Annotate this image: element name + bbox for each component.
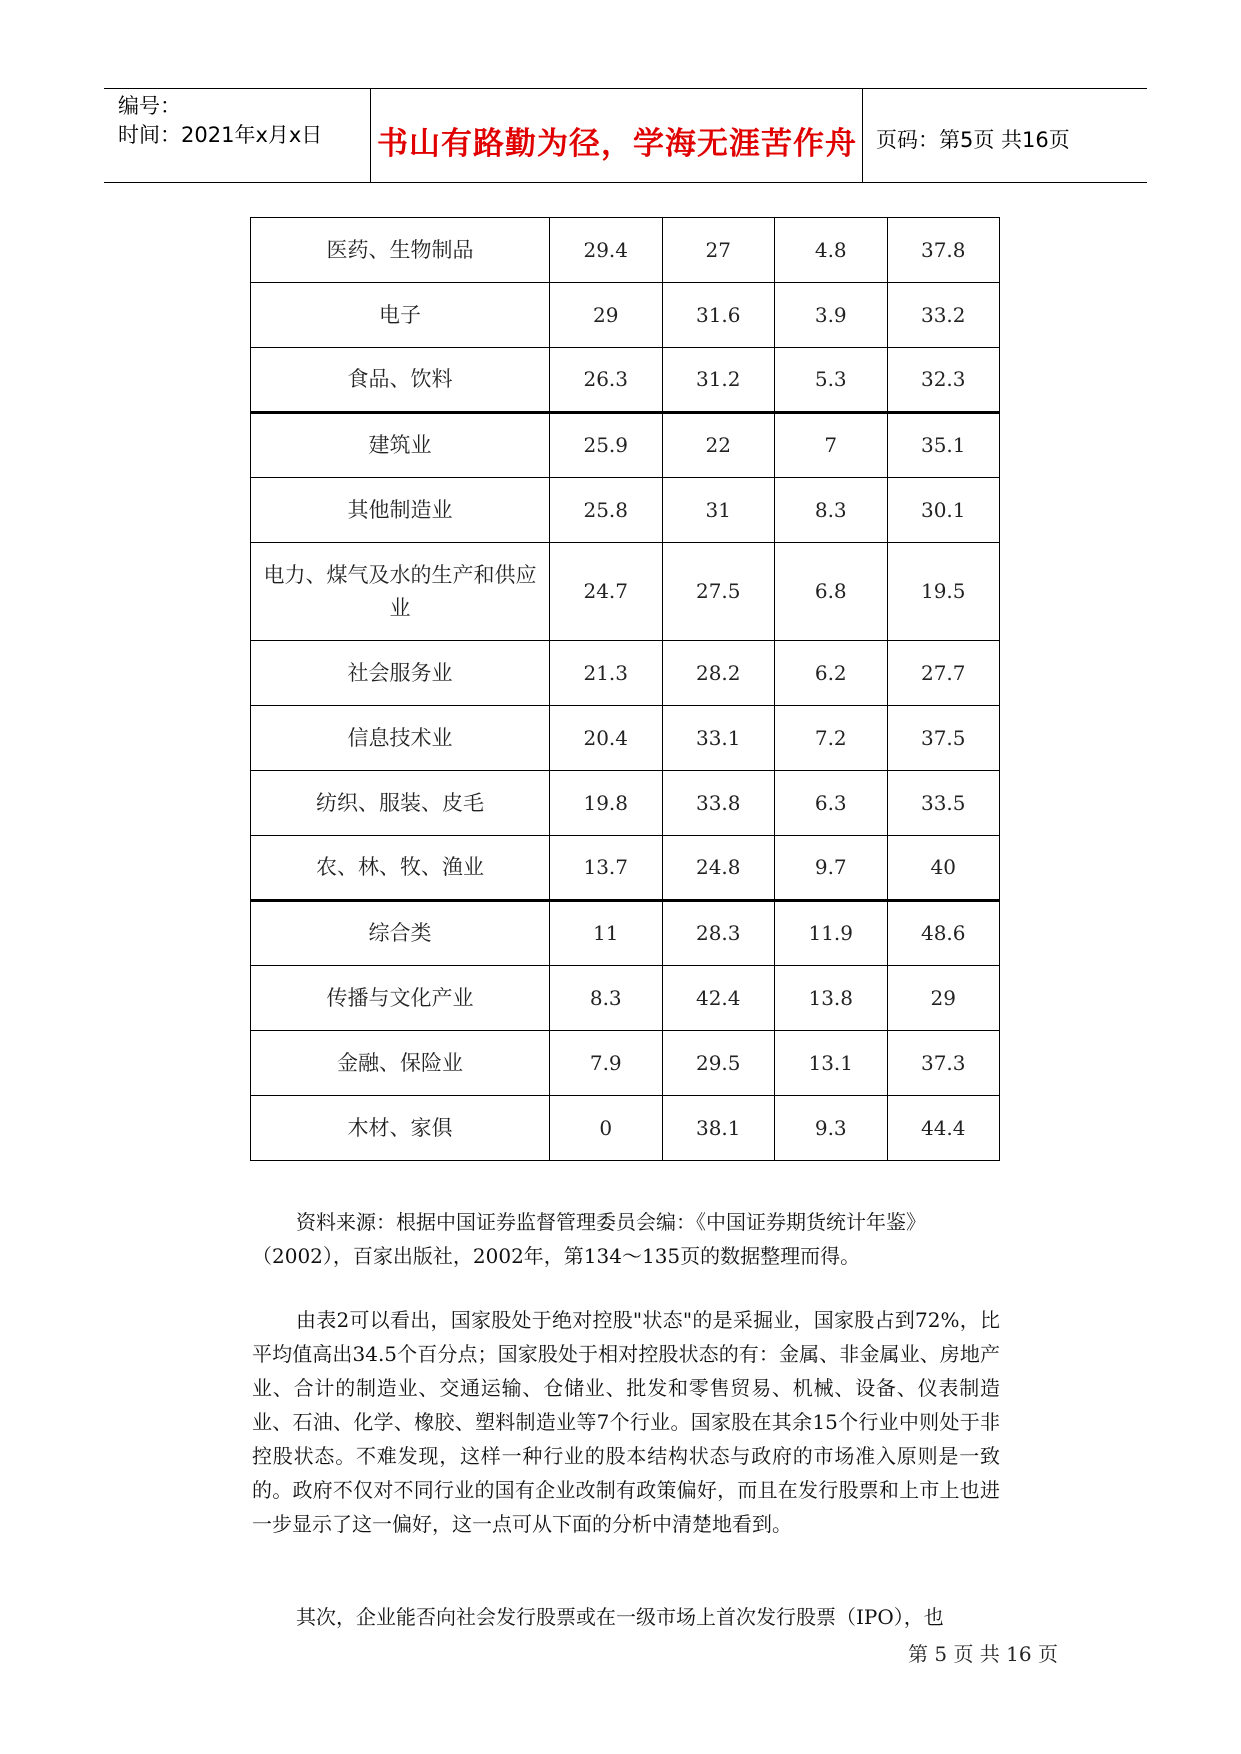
table-row xyxy=(251,706,1000,771)
value-cell: 6.3 xyxy=(775,771,888,836)
value-cell: 29.4 xyxy=(550,218,663,283)
value-cell: 13.7 xyxy=(550,836,663,901)
value-cell: 27.5 xyxy=(662,543,775,641)
body-paragraph: 由表2可以看出，国家股处于绝对控股"状态"的是采掘业，国家股占到72%，比平均值高出34.5个百分点；国家股处于相对控股状态的有：金属、非金属业、房地产业、合计的制造业、交通运输、仓储业、批发和零售贸易、机械、设备、仪表制造业、石油、化学、橡胶、塑料制造业等7个行业。国家股在其余15个行业中则处于非控股状态。不难发现，这样一种行业的股本结构状态与政府的市场准入原则是一致的。政府不仅对不同行业的国有企业改制有政策偏好，而且在发行股票和上市上也进一步显示了这一偏好，这一点可从下面的分析中清楚地看到。 xyxy=(252,1308,1000,1536)
value-cell: 31.2 xyxy=(662,348,775,413)
industry-name-cell: 金融、保险业 xyxy=(251,1031,550,1096)
value-cell: 7 xyxy=(775,413,888,478)
industry-name-cell: 信息技术业 xyxy=(251,706,550,771)
value-cell: 25.9 xyxy=(550,413,663,478)
table-row xyxy=(251,1031,1000,1096)
value-cell: 9.7 xyxy=(775,836,888,901)
value-cell: 37.8 xyxy=(887,218,1000,283)
value-cell: 11.9 xyxy=(775,901,888,966)
industry-name-cell: 社会服务业 xyxy=(251,641,550,706)
value-cell: 29 xyxy=(887,966,1000,1031)
value-cell: 28.3 xyxy=(662,901,775,966)
industry-name-cell: 传播与文化产业 xyxy=(251,966,550,1031)
header-divider-right xyxy=(862,88,863,182)
value-cell: 13.1 xyxy=(775,1031,888,1096)
table-row xyxy=(251,413,1000,478)
value-cell: 37.5 xyxy=(887,706,1000,771)
industry-name-cell: 食品、饮料 xyxy=(251,348,550,413)
source-note: 资料来源：根据中国证券监督管理委员会编：《中国证券期货统计年鉴》（2002），百家出版社，2002年，第134～135页的数据整理而得。 xyxy=(252,1210,926,1268)
body-paragraph-continued: 其次，企业能否向社会发行股票或在一级市场上首次发行股票（IPO），也 xyxy=(296,1605,944,1629)
industry-name-cell: 木材、家俱 xyxy=(251,1096,550,1161)
table-row xyxy=(251,478,1000,543)
value-cell: 3.9 xyxy=(775,283,888,348)
industry-name-cell: 综合类 xyxy=(251,901,550,966)
header-top-rule xyxy=(104,88,1147,89)
value-cell: 27.7 xyxy=(887,641,1000,706)
value-cell: 11 xyxy=(550,901,663,966)
value-cell: 6.2 xyxy=(775,641,888,706)
industry-name-cell: 医药、生物制品 xyxy=(251,218,550,283)
value-cell: 42.4 xyxy=(662,966,775,1031)
value-cell: 22 xyxy=(662,413,775,478)
value-cell: 28.2 xyxy=(662,641,775,706)
value-cell: 35.1 xyxy=(887,413,1000,478)
document-time-label: 时间：2021年x月x日 xyxy=(118,123,323,147)
header-bottom-rule xyxy=(104,182,1147,183)
header-divider-left xyxy=(370,88,371,182)
value-cell: 19.8 xyxy=(550,771,663,836)
industry-equity-table xyxy=(250,217,1000,1161)
table-row xyxy=(251,901,1000,966)
value-cell: 19.5 xyxy=(887,543,1000,641)
header-motto: 书山有路勤为径，学海无涯苦作舟 xyxy=(377,126,857,162)
value-cell: 26.3 xyxy=(550,348,663,413)
table-row xyxy=(251,283,1000,348)
value-cell: 29 xyxy=(550,283,663,348)
industry-name-cell: 农、林、牧、渔业 xyxy=(251,836,550,901)
value-cell: 21.3 xyxy=(550,641,663,706)
table-row xyxy=(251,543,1000,641)
value-cell: 24.8 xyxy=(662,836,775,901)
industry-name-cell: 其他制造业 xyxy=(251,478,550,543)
value-cell: 33.1 xyxy=(662,706,775,771)
value-cell: 31.6 xyxy=(662,283,775,348)
table-row xyxy=(251,218,1000,283)
value-cell: 5.3 xyxy=(775,348,888,413)
table-row xyxy=(251,641,1000,706)
table-row xyxy=(251,966,1000,1031)
table-row xyxy=(251,348,1000,413)
value-cell: 9.3 xyxy=(775,1096,888,1161)
industry-name-cell: 纺织、服装、皮毛 xyxy=(251,771,550,836)
table-row xyxy=(251,1096,1000,1161)
value-cell: 31 xyxy=(662,478,775,543)
value-cell: 33.5 xyxy=(887,771,1000,836)
header-meta xyxy=(118,92,322,150)
value-cell: 44.4 xyxy=(887,1096,1000,1161)
value-cell: 37.3 xyxy=(887,1031,1000,1096)
page-footer: 第 5 页 共 16 页 xyxy=(908,1642,1058,1666)
value-cell: 24.7 xyxy=(550,543,663,641)
value-cell: 48.6 xyxy=(887,901,1000,966)
value-cell: 20.4 xyxy=(550,706,663,771)
document-number-label: 编号： xyxy=(118,94,181,118)
value-cell: 0 xyxy=(550,1096,663,1161)
value-cell: 13.8 xyxy=(775,966,888,1031)
industry-name-cell: 电力、煤气及水的生产和供应业 xyxy=(251,543,550,641)
value-cell: 30.1 xyxy=(887,478,1000,543)
value-cell: 33.2 xyxy=(887,283,1000,348)
value-cell: 29.5 xyxy=(662,1031,775,1096)
value-cell: 7.2 xyxy=(775,706,888,771)
value-cell: 8.3 xyxy=(775,478,888,543)
value-cell: 8.3 xyxy=(550,966,663,1031)
industry-name-cell: 电子 xyxy=(251,283,550,348)
table-row xyxy=(251,836,1000,901)
value-cell: 33.8 xyxy=(662,771,775,836)
table-body xyxy=(251,218,1000,1161)
value-cell: 27 xyxy=(662,218,775,283)
header-page-label: 页码：第5页 共16页 xyxy=(876,128,1070,152)
table-row xyxy=(251,771,1000,836)
value-cell: 25.8 xyxy=(550,478,663,543)
industry-name-cell: 建筑业 xyxy=(251,413,550,478)
value-cell: 38.1 xyxy=(662,1096,775,1161)
value-cell: 4.8 xyxy=(775,218,888,283)
value-cell: 40 xyxy=(887,836,1000,901)
value-cell: 7.9 xyxy=(550,1031,663,1096)
value-cell: 32.3 xyxy=(887,348,1000,413)
value-cell: 6.8 xyxy=(775,543,888,641)
